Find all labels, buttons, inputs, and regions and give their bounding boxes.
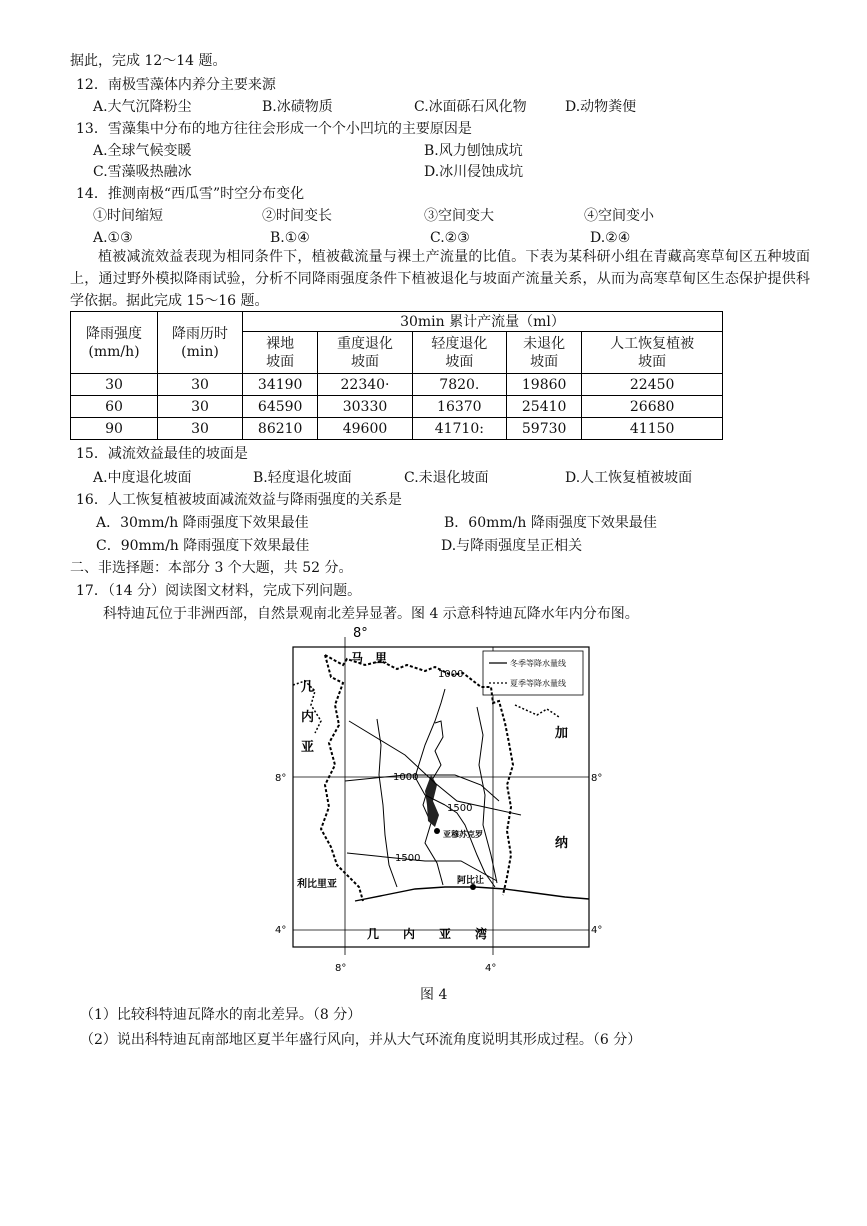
runoff-table bbox=[70, 311, 723, 440]
cote-divoire-precipitation-map bbox=[275, 625, 605, 980]
q16-stem: 16．人工恢复植被坡面减流效益与降雨强度的关系是 bbox=[76, 492, 402, 508]
label-ghana-2: 纳 bbox=[555, 836, 569, 851]
header-group: 30min 累计产流量（ml） bbox=[243, 312, 723, 332]
label-guinea-2: 内 bbox=[301, 710, 315, 725]
header-col-none: 未退化 坡面 bbox=[506, 332, 581, 374]
q14-stem: 14．推测南极“西瓜雪”时空分布变化 bbox=[76, 186, 305, 202]
deg-top-8: 8° bbox=[353, 626, 368, 641]
q14-item-1: ①时间缩短 bbox=[93, 208, 163, 224]
label-mali: 马 里 bbox=[351, 651, 388, 665]
label-liberia: 利比里亚 bbox=[297, 879, 337, 890]
q14-item-3: ③空间变大 bbox=[424, 208, 494, 224]
label-gulf-of-guinea: 几 内 亚 湾 bbox=[367, 927, 488, 941]
q14-option-d: D.②④ bbox=[590, 230, 631, 246]
q14-option-c: C.②③ bbox=[430, 230, 470, 246]
deg-bottom-4: 4° bbox=[485, 963, 497, 974]
table-row: 90 30 86210 49600 41710: 59730 41150 bbox=[71, 418, 723, 440]
deg-right-8: 8° bbox=[591, 773, 603, 784]
q14-option-b: B.①④ bbox=[270, 230, 310, 246]
label-guinea-1: 几 bbox=[301, 680, 315, 695]
header-col-restored: 人工恢复植被 坡面 bbox=[582, 332, 723, 374]
q15-option-c: C.未退化坡面 bbox=[404, 470, 489, 486]
section-2-heading: 二、非选择题：本部分 3 个大题，共 52 分。 bbox=[70, 560, 353, 576]
q13-option-d: D.冰川侵蚀成坑 bbox=[424, 164, 524, 180]
q16-option-d: D.与降雨强度呈正相关 bbox=[441, 538, 583, 554]
q13-option-b: B.风力刨蚀成坑 bbox=[424, 143, 523, 159]
label-ghana-1: 加 bbox=[555, 726, 569, 741]
intro-text: 据此，完成 12～14 题。 bbox=[70, 53, 227, 69]
isohyet-1500-a: 1500 bbox=[447, 803, 473, 814]
q15-option-a: A.中度退化坡面 bbox=[93, 470, 192, 486]
q12-option-a: A.大气沉降粉尘 bbox=[93, 99, 192, 115]
q13-option-c: C.雪藻吸热融冰 bbox=[93, 164, 192, 180]
figure-caption: 图 4 bbox=[420, 987, 448, 1003]
passage-15-16: 植被减流效益表现为相同条件下，植被截流量与裸土产流量的比值。下表为某科研小组在青藏高寒草甸区五种坡面上，通过野外模拟降雨试验，分析不同降雨强度条件下植被退化与坡面产流量关系，从而为高寒草甸区生态保护提供科学依据。据此完成 15～16 题。 bbox=[70, 249, 810, 309]
q15-stem: 15．减流效益最佳的坡面是 bbox=[76, 446, 248, 462]
q17-sub2: （2）说出科特迪瓦南部地区夏半年盛行风向，并从大气环流角度说明其形成过程。（6 分） bbox=[80, 1032, 642, 1048]
q15-option-b: B.轻度退化坡面 bbox=[253, 470, 352, 486]
q13-stem: 13．雪藻集中分布的地方往往会形成一个个小凹坑的主要原因是 bbox=[76, 121, 472, 137]
deg-right-4: 4° bbox=[591, 925, 603, 936]
header-col-light: 轻度退化 坡面 bbox=[412, 332, 506, 374]
q12-option-c: C.冰面砾石风化物 bbox=[414, 99, 527, 115]
q13-option-a: A.全球气候变暖 bbox=[93, 143, 192, 159]
q12-option-d: D.动物粪便 bbox=[565, 99, 637, 115]
q17-material: 科特迪瓦位于非洲西部，自然景观南北差异显著。图 4 示意科特迪瓦降水年内分布图。 bbox=[103, 606, 639, 622]
label-guinea-3: 亚 bbox=[301, 740, 315, 755]
q14-option-a: A.①③ bbox=[93, 230, 133, 246]
q12-stem: 12．南极雪藻体内养分主要来源 bbox=[76, 77, 276, 93]
header-col-severe: 重度退化 坡面 bbox=[318, 332, 412, 374]
header-duration: 降雨历时 (min) bbox=[158, 312, 243, 374]
deg-bottom-8: 8° bbox=[335, 963, 347, 974]
q15-option-d: D.人工恢复植被坡面 bbox=[565, 470, 693, 486]
isohyet-1500-b: 1500 bbox=[395, 853, 421, 864]
label-abidjan: 阿比让 bbox=[457, 876, 485, 886]
label-yamoussoukro: 亚穆苏克罗 bbox=[443, 830, 483, 839]
isohyet-1000-top: 1000 bbox=[438, 669, 464, 680]
q12-option-b: B.冰碛物质 bbox=[262, 99, 333, 115]
table-row: 30 30 34190 22340· 7820. 19860 22450 bbox=[71, 374, 723, 396]
isohyet-1000-mid: 1000 bbox=[393, 772, 419, 783]
legend-winter: 冬季等降水量线 bbox=[510, 659, 566, 668]
header-intensity: 降雨强度 (mm/h) bbox=[71, 312, 158, 374]
deg-left-4: 4° bbox=[275, 925, 287, 936]
deg-left-8: 8° bbox=[275, 773, 287, 784]
legend-summer: 夏季等降水量线 bbox=[510, 679, 566, 688]
q14-item-4: ④空间变小 bbox=[584, 208, 654, 224]
q14-item-2: ②时间变长 bbox=[262, 208, 332, 224]
q17-sub1: （1）比较科特迪瓦降水的南北差异。（8 分） bbox=[80, 1007, 362, 1023]
q17-stem: 17．（14 分）阅读图文材料，完成下列问题。 bbox=[76, 583, 362, 599]
q16-option-b: B．60mm/h 降雨强度下效果最佳 bbox=[444, 515, 657, 531]
header-col-bare: 裸地 坡面 bbox=[243, 332, 318, 374]
q16-option-a: A．30mm/h 降雨强度下效果最佳 bbox=[96, 515, 309, 531]
table-row: 60 30 64590 30330 16370 25410 26680 bbox=[71, 396, 723, 418]
q16-option-c: C．90mm/h 降雨强度下效果最佳 bbox=[96, 538, 310, 554]
